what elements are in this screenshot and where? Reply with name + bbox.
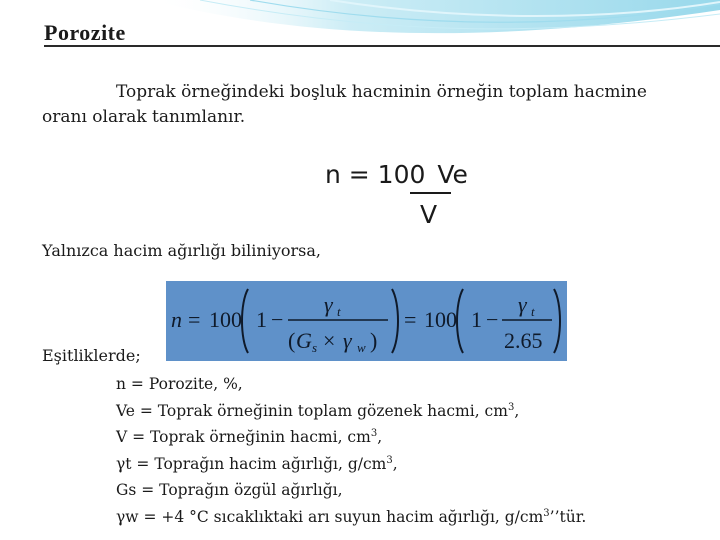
formula-numerator: Ve bbox=[437, 160, 468, 189]
formula-n: n bbox=[171, 307, 182, 332]
formula-open-paren: ( bbox=[288, 328, 296, 353]
definition-item: Gs = Toprağın özgül ağırlığı, bbox=[116, 481, 343, 499]
definition-item: γt = Toprağın hacim ağırlığı, $g/cm^3$, bbox=[116, 454, 398, 473]
condition-text: Yalnızca hacim ağırlığı biliniyorsa, bbox=[42, 241, 321, 260]
definitions-list bbox=[116, 371, 586, 530]
formula-sub-w: w bbox=[357, 340, 366, 355]
formula-close-paren: ) bbox=[370, 328, 378, 353]
title-underline bbox=[44, 45, 720, 47]
formula-gs-value: 2.65 bbox=[504, 328, 543, 353]
formula-eq-1: = bbox=[188, 307, 201, 332]
fraction-bar bbox=[410, 192, 451, 194]
formula-times: × bbox=[323, 328, 336, 353]
formula-denominator: V bbox=[420, 200, 438, 229]
porosity-formula-lhs bbox=[325, 160, 468, 189]
formula-100-2: 100 bbox=[424, 307, 457, 332]
unit-weight-formula-image bbox=[166, 281, 567, 361]
definition-item: V = Toprak örneğinin hacmi, $cm^3$, bbox=[116, 428, 383, 446]
definition-item: γw = +4 °C sıcaklıktaki arı suyun hacim ağırlığı, $g/cm^3’’tür$. bbox=[116, 507, 587, 526]
formula-gamma-t-2: γ bbox=[518, 292, 527, 317]
intro-paragraph: Toprak örneğindeki boşluk hacminin örneğin toplam hacmine oranı olarak tanımlanır. bbox=[42, 82, 647, 127]
formula-eq-2: = bbox=[404, 307, 417, 332]
formula-one-1: 1 bbox=[256, 307, 267, 332]
definitions-heading: Eşitliklerde; bbox=[42, 346, 141, 365]
formula-sub-s: s bbox=[312, 340, 318, 355]
formula-sub-t-1: t bbox=[337, 304, 341, 319]
formula-minus-1: − bbox=[271, 307, 284, 332]
formula-minus-2: − bbox=[486, 307, 499, 332]
formula-one-2: 1 bbox=[471, 307, 482, 332]
formula-gamma-t-1: γ bbox=[324, 292, 333, 317]
formula-100-1: 100 bbox=[209, 307, 242, 332]
formula-lhs: n = 100 bbox=[325, 160, 426, 189]
formula-G: G bbox=[296, 328, 312, 353]
formula-gamma-w: γ bbox=[343, 328, 352, 353]
definition-item: Ve = Toprak örneğinin toplam gözenek hacmi, $cm^3$, bbox=[116, 401, 520, 420]
formula-sub-t-2: t bbox=[531, 304, 535, 319]
definition-item: n = Porozite, %, bbox=[116, 375, 243, 393]
page-title: Porozite bbox=[44, 20, 126, 45]
